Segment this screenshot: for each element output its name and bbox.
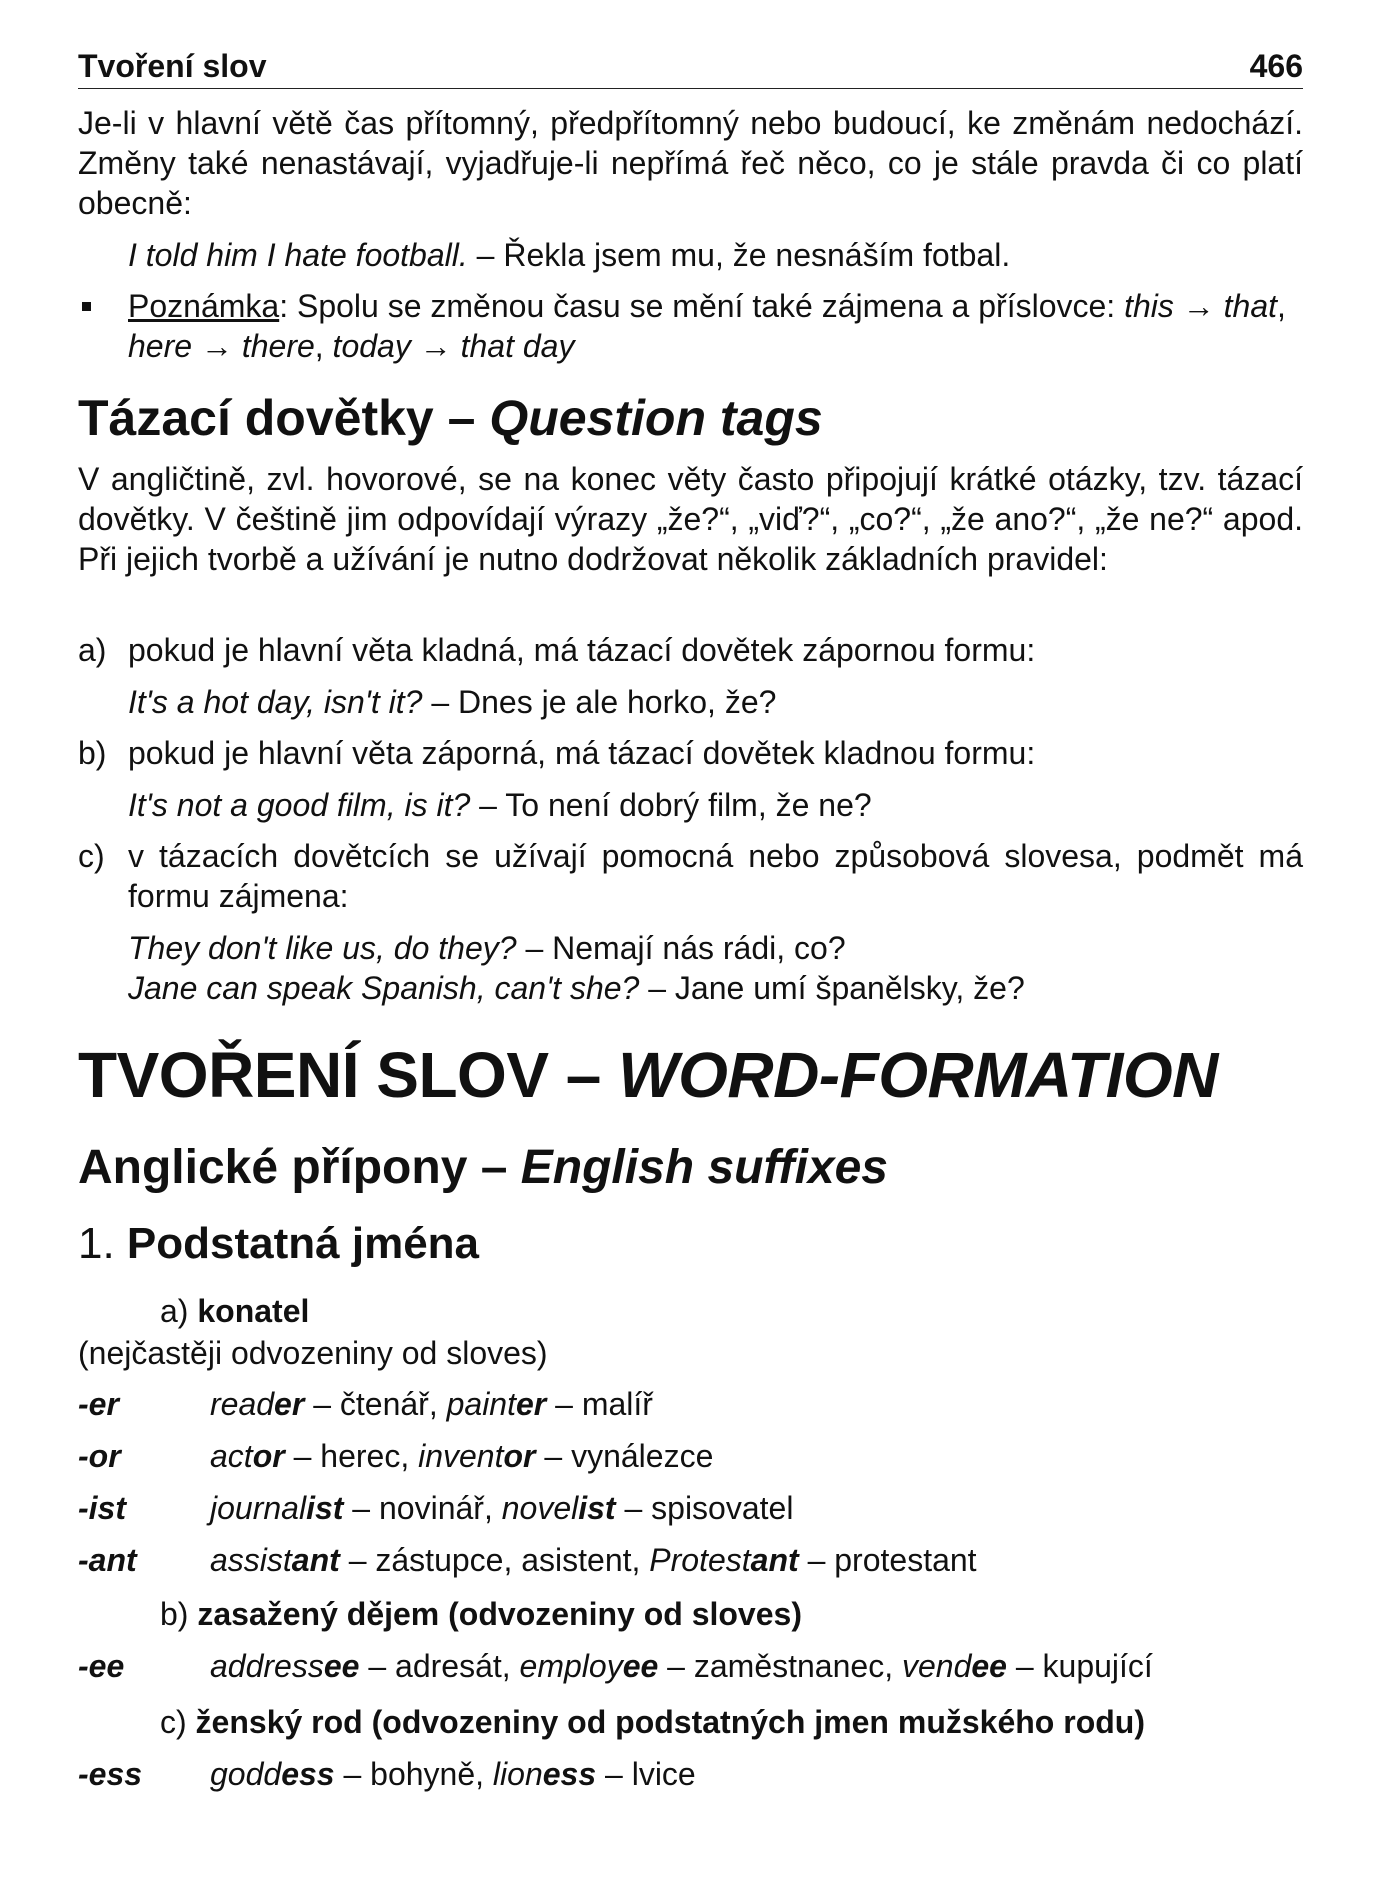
text-fragment: zástupce, asistent: [375, 1542, 632, 1578]
subsection-heading-nouns: [78, 1218, 1303, 1270]
text-fragment: bohyně: [370, 1756, 476, 1792]
section-heading-question-tags: [78, 390, 1303, 446]
note-pair-to: that day: [460, 328, 575, 364]
note-pair-from: this: [1124, 288, 1174, 324]
intro-example: [128, 235, 1303, 275]
example-word: [210, 1438, 285, 1474]
text-fragment: vynálezce: [571, 1438, 714, 1474]
suffix-examples: assistant – zástupce, asistent, Protestant – protestant: [210, 1542, 977, 1578]
arrow-icon: →: [419, 328, 452, 364]
group-heading: [160, 1702, 1145, 1742]
group-title: konatel: [197, 1293, 310, 1329]
text-fragment: employ: [519, 1648, 623, 1684]
heading-english: English suffixes: [520, 1141, 888, 1194]
suffix: -ee: [78, 1648, 125, 1684]
rule-marker: c): [78, 838, 105, 874]
example-english: Jane can speak Spanish, can't she?: [128, 970, 640, 1006]
text-fragment: ant: [291, 1542, 340, 1578]
example-english: I told him I hate football.: [128, 237, 468, 273]
suffix: -ess: [78, 1756, 143, 1792]
text-fragment: protestant: [834, 1542, 977, 1578]
text-fragment: invent: [418, 1438, 504, 1474]
text-fragment: vend: [901, 1648, 972, 1684]
heading-czech: Anglické přípony –: [78, 1141, 521, 1194]
example-word: [493, 1756, 596, 1792]
text-fragment: er: [274, 1386, 305, 1422]
text-fragment: čtenář: [339, 1386, 429, 1422]
example-word: [520, 1648, 659, 1684]
suffix-examples: addressee – adresát, employee – zaměstnanec, vendee – kupující: [210, 1648, 1153, 1684]
running-head-title: Tvoření slov: [78, 48, 267, 84]
text-fragment: godd: [210, 1756, 282, 1792]
suffix-examples: reader – čtenář, painter – malíř: [210, 1386, 653, 1422]
suffix-examples: goddess – bohyně, lioness – lvice: [210, 1756, 696, 1792]
text-fragment: or: [252, 1438, 285, 1474]
heading-czech: Tázací dovětky –: [78, 390, 490, 446]
note-body: Poznámka: Spolu se změnou času se mění také zájmena a příslovce: this → that, here → there, today → that day: [128, 288, 1286, 364]
group-heading: [160, 1291, 309, 1331]
text-fragment: act: [210, 1438, 253, 1474]
example-word: [210, 1386, 304, 1422]
page-number: 466: [1249, 48, 1303, 84]
note-pair-to: that: [1223, 288, 1278, 324]
text-fragment: ess: [281, 1756, 335, 1792]
text-fragment: novinář: [378, 1490, 484, 1526]
group-title: zasažený dějem (odvozeniny od sloves): [197, 1596, 802, 1632]
example-word: [210, 1648, 359, 1684]
suffix: -ist: [78, 1490, 126, 1526]
group-note: (nejčastěji odvozeniny od sloves): [78, 1335, 548, 1371]
example-word: [210, 1756, 335, 1792]
bullet-square-icon: [82, 302, 91, 311]
intro-paragraph: Je-li v hlavní větě čas přítomný, předpřítomný nebo budoucí, ke změnám nedochází. Změny také nenastávají, vyjadřuje-li nepřímá řeč něco, co je stále pravda či co platí obecně:: [78, 105, 1303, 221]
example-czech: – Dnes je ale horko, že?: [422, 684, 777, 720]
example-word: [418, 1438, 535, 1474]
text-fragment: ess: [542, 1756, 597, 1792]
text-fragment: Protest: [649, 1542, 751, 1578]
example-word: [502, 1490, 616, 1526]
text-fragment: lvice: [631, 1756, 696, 1792]
note-item: [78, 286, 1303, 366]
text-fragment: ee: [971, 1648, 1007, 1684]
rule-example: [128, 785, 1303, 825]
suffix: -ant: [78, 1542, 137, 1578]
text-fragment: ee: [622, 1648, 659, 1684]
rule-marker: a): [78, 632, 107, 668]
note-label: Poznámka: [128, 288, 280, 324]
note-pair-from: today: [332, 328, 411, 364]
rule-text: v tázacích dovětcích se užívají pomocná nebo způsobová slovesa, podmět má formu zájmena:: [128, 838, 1303, 914]
example-english: It's a hot day, isn't it?: [128, 684, 423, 720]
suffix: -or: [78, 1438, 121, 1474]
suffix: -er: [78, 1386, 119, 1422]
question-tags-paragraph: V angličtině, zvl. hovorové, se na konec věty často připojují krátké otázky, tzv. tázací dovětky. V češtině jim odpovídají výrazy „že?“, „viď?“, „co?“, „že ano?“, „že ne?“ apod. Při jejich tvorbě a užívání je nutno dodržovat několik základních pravidel:: [78, 461, 1303, 577]
arrow-icon: →: [1182, 288, 1215, 324]
text-fragment: kupující: [1042, 1648, 1153, 1684]
heading-english: Question tags: [489, 390, 823, 446]
text-fragment: address: [210, 1648, 324, 1684]
note-pair-from: here: [128, 328, 193, 364]
rule-text: pokud je hlavní věta kladná, má tázací dovětek zápornou formu:: [128, 632, 1036, 668]
rule-item: [78, 836, 1303, 916]
chapter-heading-word-formation: [78, 1040, 1303, 1110]
heading-title: Podstatná jména: [126, 1219, 480, 1268]
group-heading: [160, 1594, 802, 1634]
text-fragment: spisovatel: [651, 1490, 794, 1526]
group-letter: a): [160, 1293, 198, 1329]
arrow-icon: →: [200, 328, 233, 364]
text-fragment: lion: [492, 1756, 543, 1792]
example-word: [902, 1648, 1007, 1684]
text-fragment: ist: [306, 1490, 344, 1526]
suffix-examples: actor – herec, inventor – vynálezce: [210, 1438, 714, 1474]
text-fragment: journal: [210, 1490, 307, 1526]
text-fragment: ant: [750, 1542, 799, 1578]
section-heading-suffixes: [78, 1140, 1303, 1196]
group-letter: b): [160, 1596, 198, 1632]
text-fragment: adresát: [395, 1648, 502, 1684]
text-fragment: novel: [501, 1490, 579, 1526]
text-fragment: herec: [320, 1438, 401, 1474]
text-fragment: ee: [323, 1648, 360, 1684]
rule-example: [128, 928, 1303, 968]
example-word: [210, 1542, 340, 1578]
example-czech: – To není dobrý film, že ne?: [470, 787, 872, 823]
example-word: [210, 1490, 343, 1526]
example-word: [447, 1386, 547, 1422]
example-english: It's not a good film, is it?: [128, 787, 471, 823]
example-czech: – Nemají nás rádi, co?: [516, 930, 846, 966]
text-fragment: zaměstnanec: [693, 1648, 885, 1684]
text-fragment: or: [503, 1438, 536, 1474]
note-text: : Spolu se změnou času se mění také zájmena a příslovce:: [279, 288, 1125, 324]
text-fragment: malíř: [581, 1386, 653, 1422]
heading-czech: TVOŘENÍ SLOV –: [78, 1039, 619, 1111]
example-word: [649, 1542, 798, 1578]
rule-example: [128, 682, 1303, 722]
text-fragment: assist: [210, 1542, 292, 1578]
rule-text: pokud je hlavní věta záporná, má tázací dovětek kladnou formu:: [128, 735, 1036, 771]
text-fragment: read: [210, 1386, 275, 1422]
group-title: ženský rod (odvozeniny od podstatných jmen mužského rodu): [195, 1704, 1145, 1740]
text-fragment: er: [515, 1386, 547, 1422]
text-fragment: ist: [578, 1490, 616, 1526]
example-english: They don't like us, do they?: [128, 930, 517, 966]
note-pair-to: there: [241, 328, 315, 364]
rule-example: [128, 968, 1303, 1008]
heading-number: 1.: [78, 1219, 127, 1268]
rule-marker: b): [78, 735, 107, 771]
heading-english: WORD-FORMATION: [618, 1039, 1218, 1111]
running-head: [78, 46, 1303, 89]
text-fragment: paint: [446, 1386, 516, 1422]
suffix-examples: journalist – novinář, novelist – spisovatel: [210, 1490, 794, 1526]
example-czech: – Řekla jsem mu, že nesnáším fotbal.: [467, 237, 1011, 273]
group-letter: c): [160, 1704, 196, 1740]
example-czech: – Jane umí španělsky, že?: [639, 970, 1025, 1006]
